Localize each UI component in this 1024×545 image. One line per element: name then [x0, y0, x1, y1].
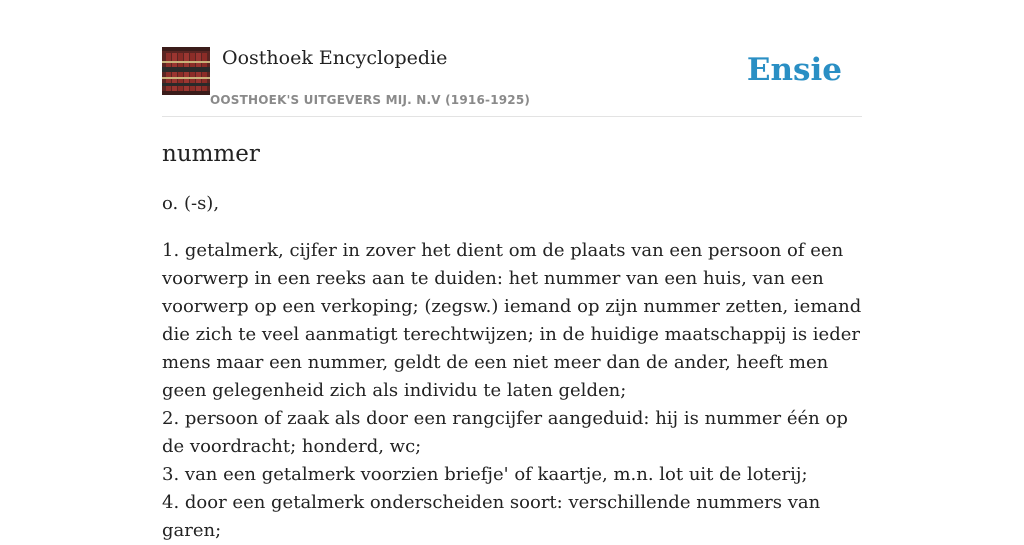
- encyclopedia-books-icon[interactable]: [162, 47, 210, 95]
- site-header: [162, 46, 862, 117]
- definition-item: 4. door een getalmerk onderscheiden soort: verschillende nummers van garen;: [162, 492, 821, 541]
- entry-title: nummer: [162, 141, 260, 167]
- definition-item: 3. van een getalmerk voorzien briefje' of kaartje, m.n. lot uit de loterij;: [162, 464, 808, 485]
- ensie-logo[interactable]: Ensie: [746, 52, 842, 88]
- grammar-note: o. (-s),: [162, 193, 220, 214]
- definition-item: 1. getalmerk, cijfer in zover het dient om de plaats van een persoon of een voorwerp in een reeks aan te duiden: het nummer van een huis, van een voorwerp op een verkoping; (zegsw.) iemand op zijn nummer zetten, iemand die zich te veel aanmatigt terechtwijzen; in de huidige maatschappij is ieder mens maar een nummer, geldt de een niet meer dan de ander, heeft men geen gelegenheid zich als individu te laten gelden;: [162, 240, 862, 401]
- definitions-list: [162, 237, 862, 545]
- definition-item: 2. persoon of zaak als door een rangcijfer aangeduid: hij is nummer één op de voordracht; honderd, wc;: [162, 408, 848, 457]
- entry-content: [162, 138, 862, 545]
- site-title[interactable]: Oosthoek Encyclopedie: [222, 47, 448, 69]
- publisher-subtitle: OOSTHOEK'S UITGEVERS MIJ. N.V (1916-1925): [210, 93, 531, 107]
